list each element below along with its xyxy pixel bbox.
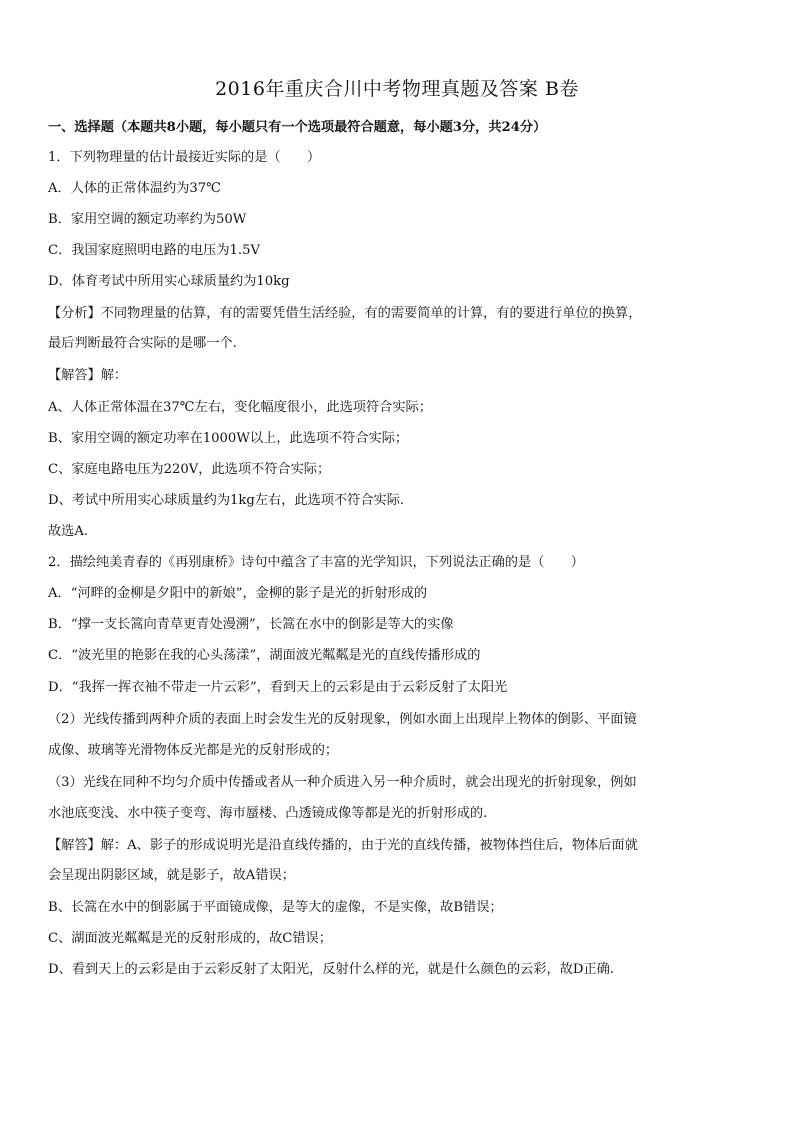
question-2-answer-line: C、湖面波光粼粼是光的反射形成的，故C错误； bbox=[48, 931, 332, 946]
question-1-option-a: A．人体的正常体温约为37℃ bbox=[48, 181, 221, 196]
question-1-answer-line: D、考试中所用实心球质量约为1kg左右，此选项不符合实际. bbox=[48, 493, 405, 508]
page-title: 2016年重庆合川中考物理真题及答案 B卷 bbox=[215, 78, 579, 100]
question-2-answer-line: D、看到天上的云彩是由于云彩反射了太阳光，反射什么样的光，就是什么颜色的云彩，故D正确. bbox=[48, 962, 615, 977]
question-2-knowledge-line: 水池底变浅、水中筷子变弯、海市蜃楼、凸透镜成像等都是光的折射形成的. bbox=[48, 806, 488, 821]
question-2-knowledge-line: 成像、玻璃等光滑物体反光都是光的反射形成的； bbox=[48, 743, 339, 758]
question-2-answer-line: 【解答】解：A、影子的形成说明光是沿直线传播的，由于光的直线传播，被物体挡住后，物体后面就 bbox=[48, 838, 638, 853]
question-1-stem: 1．下列物理量的估计最接近实际的是（ ） bbox=[48, 150, 321, 165]
question-1-option-b: B．家用空调的额定功率约为50W bbox=[48, 212, 247, 227]
question-2-option-b: B．“撑一支长篙向青草更青处漫溯”，长篙在水中的倒影是等大的实像 bbox=[48, 617, 454, 632]
question-2-knowledge-line: （3）光线在同种不均匀介质中传播或者从一种介质进入另一种介质时，就会出现光的折射现象，例如 bbox=[48, 775, 637, 790]
question-2-option-a: A．“河畔的金柳是夕阳中的新娘”，金柳的影子是光的折射形成的 bbox=[48, 586, 428, 601]
question-1-answer-heading: 【解答】解： bbox=[48, 368, 128, 383]
question-2-answer-line: B、长篙在水中的倒影属于平面镜成像，是等大的虚像，不是实像，故B错误； bbox=[48, 900, 503, 915]
question-2-knowledge-line: （2）光线传播到两种介质的表面上时会发生光的反射现象，例如水面上出现岸上物体的倒影、平面镜 bbox=[48, 712, 637, 727]
question-1-conclusion: 故选A. bbox=[48, 524, 89, 539]
question-1-answer-line: C、家庭电路电压为220V，此选项不符合实际； bbox=[48, 462, 331, 477]
question-1-option-d: D．体育考试中所用实心球质量约为10kg bbox=[48, 274, 290, 289]
section-heading: 一、选择题（本题共8小题，每小题只有一个选项最符合题意，每小题3分，共24分） bbox=[48, 120, 547, 135]
question-1-analysis-line: 【分析】不同物理量的估算，有的需要凭借生活经验，有的需要简单的计算，有的要进行单位的换算， bbox=[48, 306, 642, 321]
question-2-option-d: D．“我挥一挥衣袖不带走一片云彩”，看到天上的云彩是由于云彩反射了太阳光 bbox=[48, 680, 508, 695]
question-2-option-c: C．“波光里的艳影在我的心头荡漾”，湖面波光粼粼是光的直线传播形成的 bbox=[48, 648, 481, 663]
question-1-analysis-line: 最后判断最符合实际的是哪一个. bbox=[48, 336, 237, 351]
question-2-answer-line: 会呈现出阴影区域，就是影子，故A错误； bbox=[48, 868, 295, 883]
question-1-answer-line: A、人体正常体温在37℃左右，变化幅度很小，此选项符合实际； bbox=[48, 400, 432, 415]
question-1-option-c: C．我国家庭照明电路的电压为1.5V bbox=[48, 243, 261, 258]
question-1-answer-line: B、家用空调的额定功率在1000W以上，此选项不符合实际； bbox=[48, 431, 409, 446]
question-2-stem: 2．描绘纯美青春的《再别康桥》诗句中蕴含了丰富的光学知识，下列说法正确的是（ ） bbox=[48, 555, 584, 570]
